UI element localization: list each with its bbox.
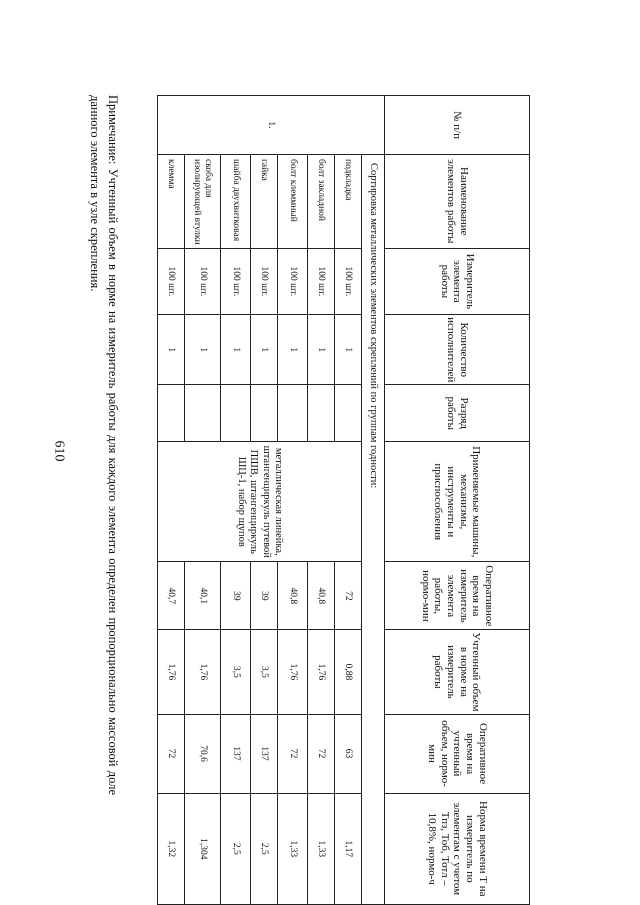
norm-cell: 1,304 <box>185 793 221 904</box>
workers-cell: 1 <box>308 315 335 385</box>
rank-cell <box>335 385 362 442</box>
work-norms-table <box>157 95 530 905</box>
op-volume-cell: 137 <box>221 714 251 793</box>
header-cell: Разряд работы <box>385 385 530 442</box>
op-volume-cell: 63 <box>335 714 362 793</box>
op-time-cell: 40,8 <box>278 562 308 630</box>
rank-cell <box>158 385 185 442</box>
volume-cell: 0,88 <box>335 630 362 714</box>
unit-cell: 100 шт. <box>185 248 221 315</box>
norm-cell: 1,33 <box>278 793 308 904</box>
workers-cell: 1 <box>251 315 278 385</box>
volume-cell: 3,5 <box>221 630 251 714</box>
footnote: Примечание: Учтенный объем в норме на измеритель работы для каждого элемента определен пропорционально массовой доле данного элемента в узле скрепления. <box>88 95 121 795</box>
machinery-cell: металлическая линейка, штангенциркуль путевой ПШВ, штангенциркуль ШЦ-1, набор щупов <box>158 442 362 562</box>
header-cell: Учтенный объем в норме на измеритель работы <box>385 630 530 714</box>
op-time-cell: 40,7 <box>158 562 185 630</box>
op-time-cell: 39 <box>221 562 251 630</box>
header-cell: Оперативное время на измеритель элемента работы, нормо-мин <box>385 562 530 630</box>
unit-cell: 100 шт. <box>278 248 308 315</box>
rank-cell <box>251 385 278 442</box>
element-name: клемма <box>158 154 185 248</box>
workers-cell: 1 <box>158 315 185 385</box>
volume-cell: 1,76 <box>185 630 221 714</box>
group-title-row <box>362 96 385 905</box>
volume-cell: 1,76 <box>278 630 308 714</box>
element-name: скоба для изолирующей втулки <box>185 154 221 248</box>
norm-cell: 2,5 <box>251 793 278 904</box>
norm-cell: 1,33 <box>308 793 335 904</box>
op-time-cell: 40,8 <box>308 562 335 630</box>
header-cell: № п/п <box>385 96 530 155</box>
norm-cell: 1,17 <box>335 793 362 904</box>
workers-cell: 1 <box>221 315 251 385</box>
op-volume-cell: 70,6 <box>185 714 221 793</box>
workers-cell: 1 <box>335 315 362 385</box>
header-cell: Норма времени Т на измеритель по элементам с учетом Тпз, Тоб, Тотл – 10,8%, нормо-ч <box>385 793 530 904</box>
unit-cell: 100 шт. <box>221 248 251 315</box>
workers-cell: 1 <box>278 315 308 385</box>
volume-cell: 1,76 <box>158 630 185 714</box>
op-volume-cell: 72 <box>158 714 185 793</box>
rank-cell <box>278 385 308 442</box>
norm-cell: 2,5 <box>221 793 251 904</box>
op-volume-cell: 72 <box>308 714 335 793</box>
table-row <box>335 96 362 905</box>
row-number: 1. <box>158 96 385 155</box>
element-name: гайка <box>251 154 278 248</box>
volume-cell: 3,5 <box>251 630 278 714</box>
header-cell: Применяемые машины, механизмы, инструменты и приспособления <box>385 442 530 562</box>
norm-cell: 1,32 <box>158 793 185 904</box>
unit-cell: 100 шт. <box>335 248 362 315</box>
header-cell: Оперативное время на учтенный объем, нормо-мин <box>385 714 530 793</box>
op-time-cell: 72 <box>335 562 362 630</box>
group-title: Сортировка металлических элементов скреплений по группам годности: <box>362 154 385 904</box>
header-row <box>385 96 530 905</box>
op-volume-cell: 72 <box>278 714 308 793</box>
element-name: болт закладной <box>308 154 335 248</box>
header-cell: Измеритель элемента работы <box>385 248 530 315</box>
header-cell: Количество исполнителей <box>385 315 530 385</box>
rank-cell <box>221 385 251 442</box>
element-name: подкладка <box>335 154 362 248</box>
header-cell: Наименование элементов работы <box>385 154 530 248</box>
rank-cell <box>308 385 335 442</box>
op-volume-cell: 137 <box>251 714 278 793</box>
page-number: 610 <box>51 440 67 462</box>
element-name: болт клеммный <box>278 154 308 248</box>
volume-cell: 1,76 <box>308 630 335 714</box>
rank-cell <box>185 385 221 442</box>
unit-cell: 100 шт. <box>308 248 335 315</box>
unit-cell: 100 шт. <box>251 248 278 315</box>
element-name: шайба двухвитковая <box>221 154 251 248</box>
op-time-cell: 40,1 <box>185 562 221 630</box>
unit-cell: 100 шт. <box>158 248 185 315</box>
workers-cell: 1 <box>185 315 221 385</box>
op-time-cell: 39 <box>251 562 278 630</box>
